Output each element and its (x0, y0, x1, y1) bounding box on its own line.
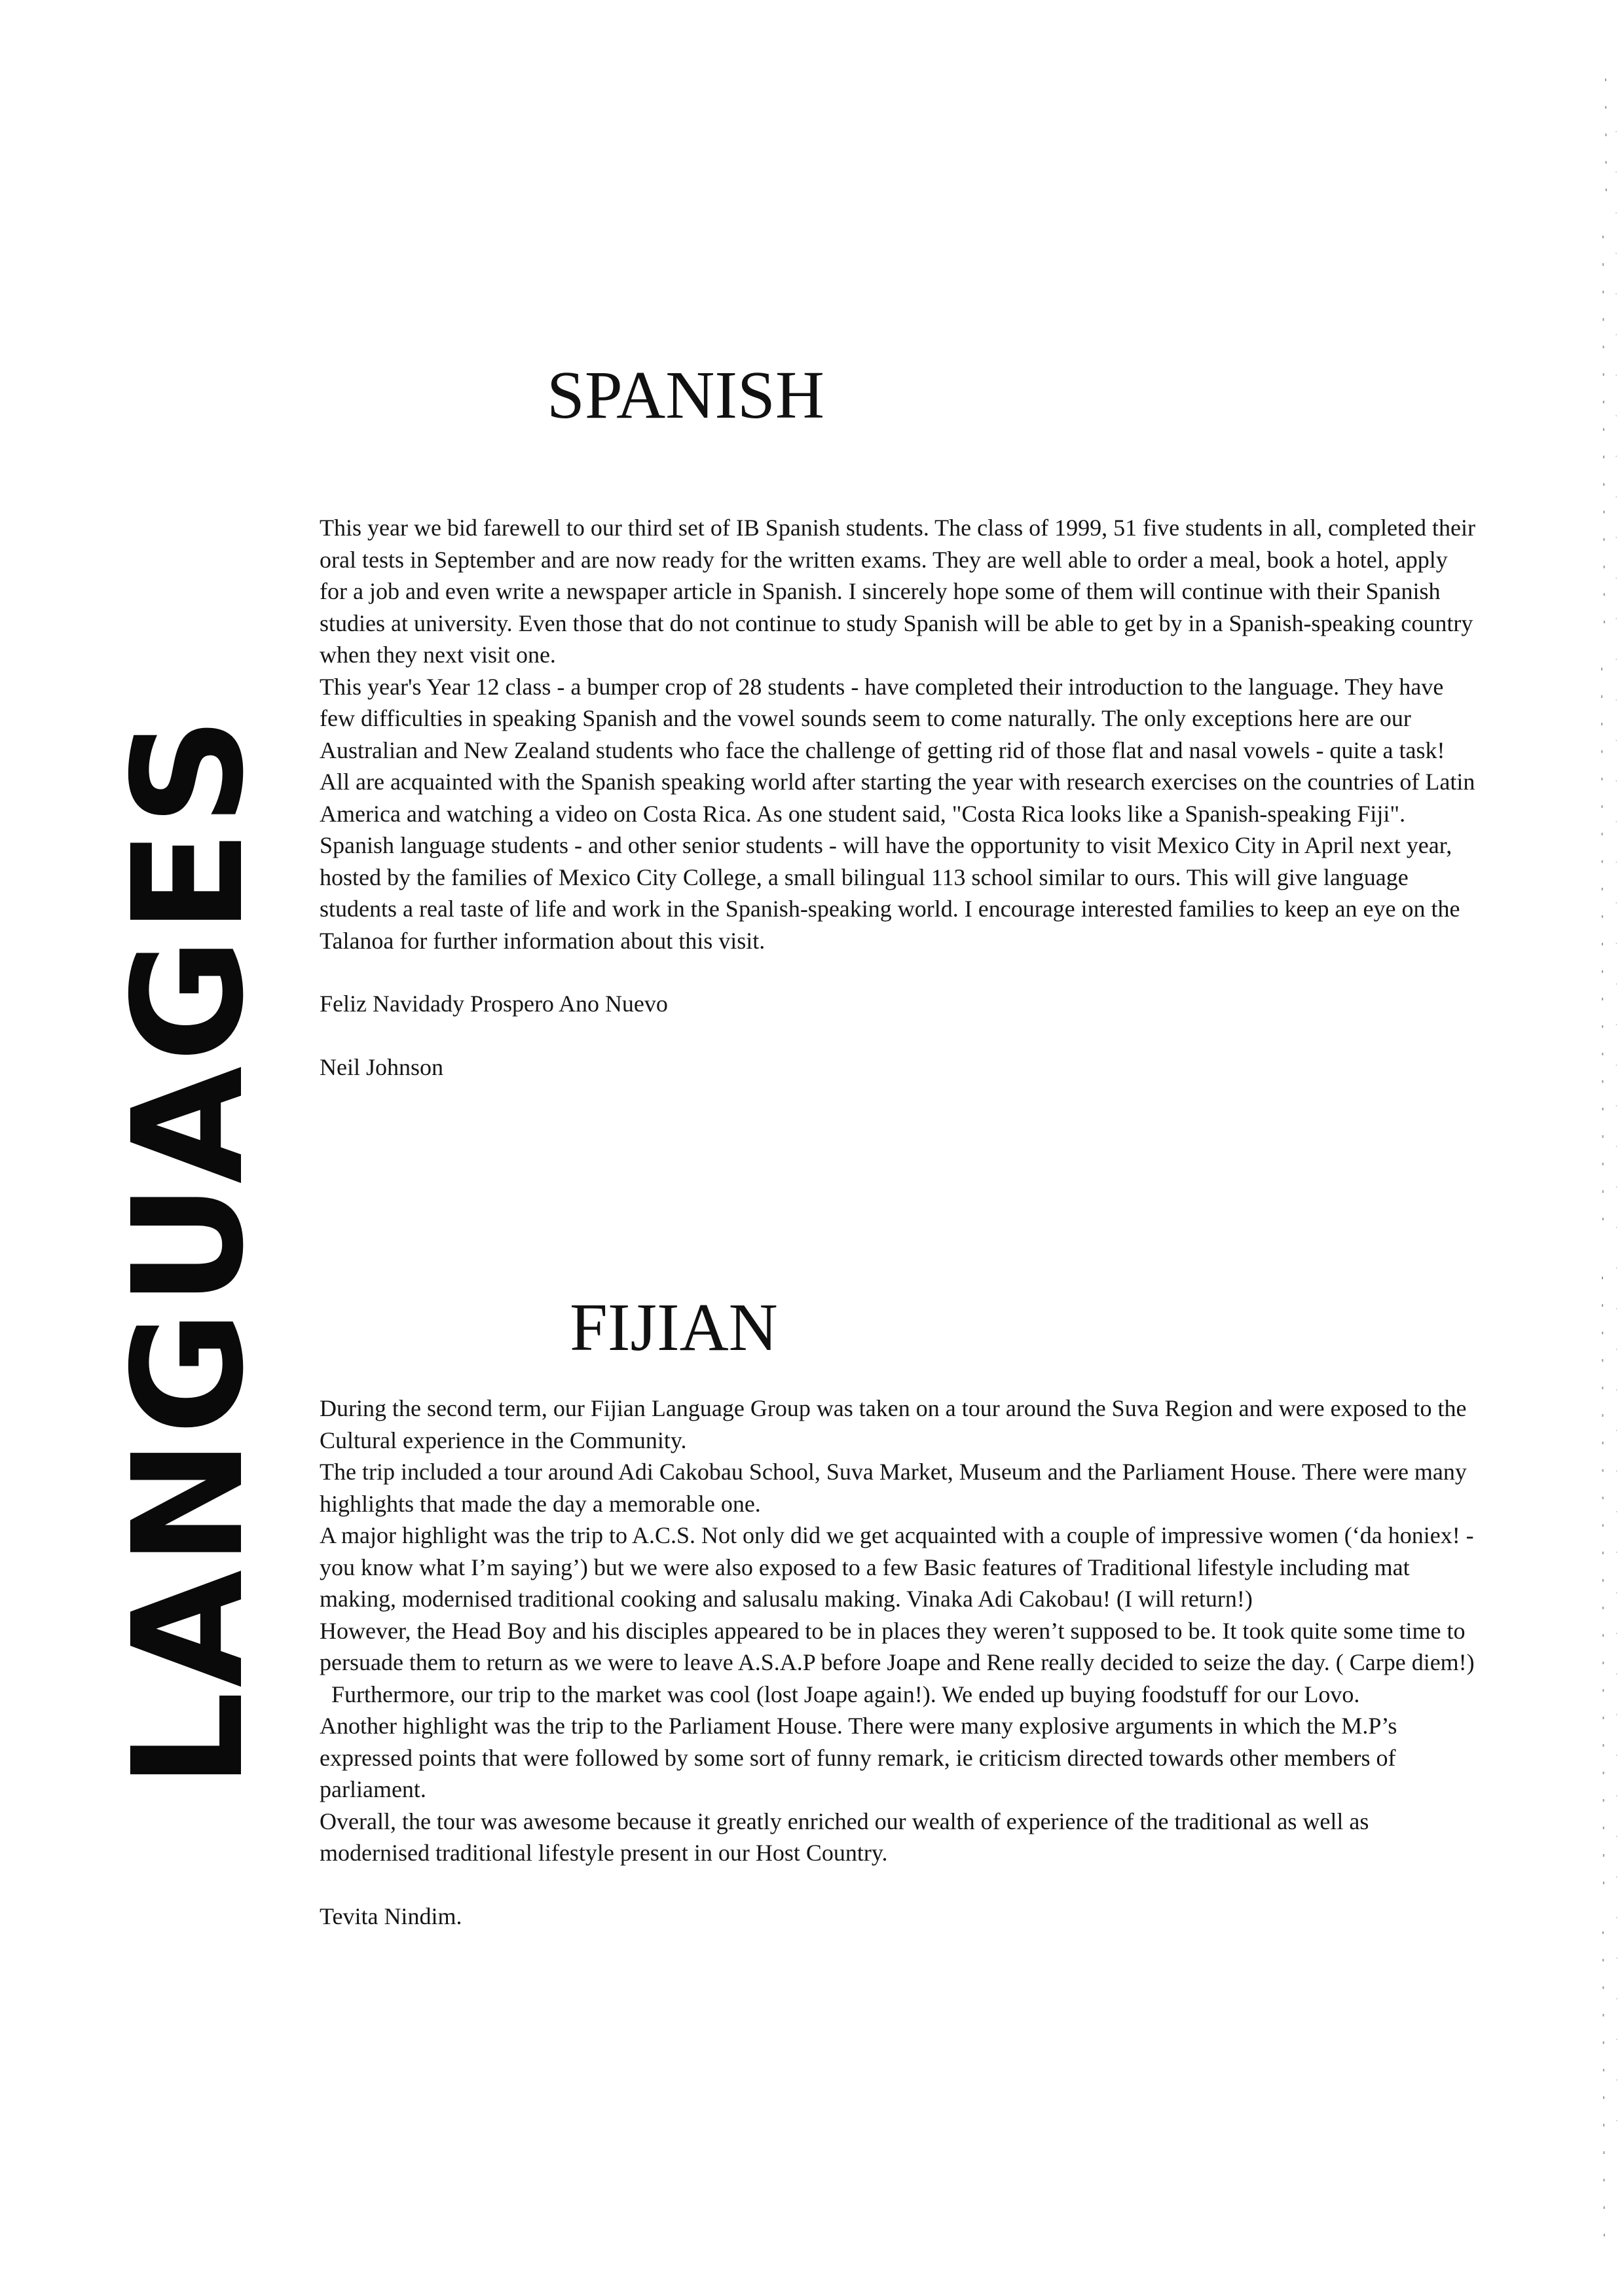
spanish-title: SPANISH (547, 357, 824, 433)
side-banner-text: LANGUAGES (100, 712, 277, 1789)
fijian-paragraph: Another highlight was the trip to the Parliament House. There were many explosive arguments in which the M.P’s expressed points that were followed by some sort of funny remark, ie criticism directed towards other members of parliament. (320, 1713, 1397, 1802)
fijian-paragraph: Furthermore, our trip to the market was cool (lost Joape again!). We ended up buying foodstuff for our Lovo. (320, 1681, 1360, 1707)
spanish-article (320, 512, 1479, 1083)
fijian-paragraph: The trip included a tour around Adi Cakobau School, Suva Market, Museum and the Parliament House. There were many highlights that made the day a memorable one. (320, 1459, 1467, 1517)
fijian-paragraph: Overall, the tour was awesome because it greatly enriched our wealth of experience of the traditional as well as modernised traditional lifestyle present in our Host Country. (320, 1808, 1369, 1866)
fijian-title: FIJIAN (570, 1290, 778, 1365)
fijian-article (320, 1393, 1479, 1932)
spanish-paragraph: Spanish language students - and other senior students - will have the opportunity to visit Mexico City in April next year, hosted by the families of Mexico City College, a small bilingual 113 school similar to ours. This will give language students a real taste of life and work in the Spanish-speaking world. I encourage interested families to keep an eye on the Talanoa for further information about this visit. (320, 832, 1460, 954)
fijian-author: Tevita Nindim. (320, 1903, 462, 1929)
fijian-paragraph: During the second term, our Fijian Language Group was taken on a tour around the Suva Region and were exposed to the Cultural experience in the Community. (320, 1395, 1467, 1453)
scan-edge-marks (1565, 0, 1624, 2296)
spanish-author: Neil Johnson (320, 1053, 443, 1080)
fijian-paragraph: A major highlight was the trip to A.C.S. Not only did we get acquainted with a couple of impressive women (‘da honiex! -you know what I’m saying’) but we were also exposed to a few Basic features of Traditional lifestyle including mat making, modernised traditional cooking and salusalu making. Vinaka Adi Cakobau! (I will return!) (320, 1522, 1474, 1612)
spanish-greeting: Feliz Navidady Prospero Ano Nuevo (320, 991, 668, 1017)
spanish-paragraph: This year we bid farewell to our third set of IB Spanish students. The class of 1999, 51 five students in all, completed their oral tests in September and are now ready for the written exams. They are well able to order a meal, book a hotel, apply for a job and even write a newspaper article in Spanish. I sincerely hope some of them will continue with their Spanish studies at university. Even those that do not continue to study Spanish will be able to get by in a Spanish-speaking country when they next visit one. (320, 515, 1475, 668)
fijian-paragraph: However, the Head Boy and his disciples appeared to be in places they weren’t supposed to be. It took quite some time to persuade them to return as we were to leave A.S.A.P before Joape and Rene really decided to seize the day. ( Carpe diem!) (320, 1617, 1475, 1675)
side-banner (100, 498, 277, 2003)
spanish-paragraph: This year's Year 12 class - a bumper crop of 28 students - have completed their introduction to the language. They have few difficulties in speaking Spanish and the vowel sounds seem to come naturally. The only exceptions here are our Australian and New Zealand students who face the challenge of getting rid of those flat and nasal vowels - quite a task! All are acquainted with the Spanish speaking world after starting the year with research exercises on the countries of Latin America and watching a video on Costa Rica. As one student said, "Costa Rica looks like a Spanish-speaking Fiji". (320, 673, 1475, 827)
